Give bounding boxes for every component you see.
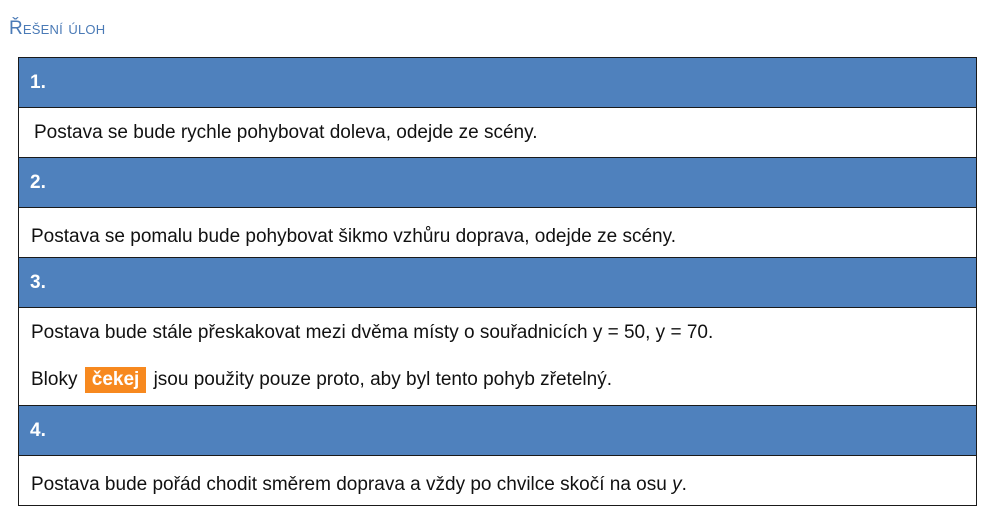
task-1-text: Postava se bude rychle pohybovat doleva, odejde ze scény. <box>34 122 538 143</box>
solutions-table <box>18 57 977 506</box>
task-3-text-before: Bloky <box>31 369 78 390</box>
task-2-text: Postava se pomalu bude pohybovat šikmo vzhůru doprava, odejde ze scény. <box>31 226 676 247</box>
task-1-header <box>19 58 976 108</box>
task-4-number: 4. <box>30 420 46 441</box>
task-3-line-2 <box>31 367 976 391</box>
task-3-answer <box>19 308 976 406</box>
task-4-text <box>31 456 976 514</box>
task-4-header <box>19 406 976 456</box>
task-1-number: 1. <box>30 72 46 93</box>
task-3-number: 3. <box>30 272 46 293</box>
task-1-answer <box>19 108 976 158</box>
task-4-text-after: . <box>681 474 687 495</box>
task-4-answer <box>19 456 976 505</box>
axis-label: y <box>672 474 682 495</box>
page-title: Řešení úloh <box>9 18 106 39</box>
task-2-number: 2. <box>30 172 46 193</box>
task-2-header <box>19 158 976 208</box>
task-2-answer <box>19 208 976 258</box>
task-3-text-after: jsou použity pouze proto, aby byl tento pohyb zřetelný. <box>153 369 612 390</box>
task-4-text-before: Postava bude pořád chodit směrem doprava a vždy po chvilce skočí na osu <box>31 474 667 495</box>
wait-block-label: čekej <box>85 367 147 393</box>
task-3-line-1: Postava bude stále přeskakovat mezi dvěma místy o souřadnicích y = 50, y = 70. <box>31 322 714 343</box>
